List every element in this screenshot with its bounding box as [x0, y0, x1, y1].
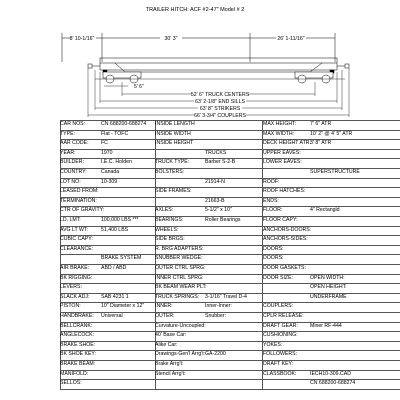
- dim-small: 5' 6": [134, 84, 144, 90]
- field-label: DECK HEIGHT ATR:: [263, 140, 311, 147]
- field-value: Roller Bearings: [205, 217, 241, 223]
- field-value: SUPERSTRUCTURE: [310, 169, 360, 175]
- table-row: [60, 370, 400, 379]
- field-label: CPLR RELEASE:: [263, 313, 304, 319]
- field-label: FOLLOWERS:: [263, 351, 298, 358]
- field-value: 1970: [101, 149, 113, 156]
- field-label: ANCHORS-SIDES:: [263, 236, 308, 243]
- field-label: SLACK ADJ:: [60, 293, 90, 300]
- field-label: ANCHORS-DOORS:: [263, 226, 312, 233]
- field-label: COUNTRY:: [60, 169, 87, 175]
- field-value: GA-2200: [205, 351, 226, 358]
- car-elevation-drawing: [0, 0, 400, 118]
- table-row: [60, 139, 400, 148]
- field-label: 40' Base Car:: [155, 332, 187, 339]
- field-label: AXLES:: [155, 207, 174, 214]
- field-label: MANIFOLD:: [60, 370, 89, 377]
- field-label: Stencil Arrg't:: [155, 370, 186, 377]
- field-value: UNDERFRAME: [310, 293, 347, 300]
- field-label: SELLOS:: [60, 380, 82, 387]
- field-label: WHEELS:: [155, 226, 179, 233]
- field-value: ABD / ABD: [101, 265, 127, 271]
- table-row: [60, 264, 400, 273]
- table-row: [60, 216, 400, 225]
- field-label: BELLCRANK:: [60, 322, 93, 329]
- table-row: [60, 322, 400, 331]
- table-row: [60, 245, 400, 254]
- field-value: 100,000 LBS ***: [101, 217, 139, 223]
- field-label: ENDS:: [263, 197, 279, 204]
- field-value: Flat - TOFC: [101, 130, 129, 137]
- field-label: LOT NO:: [60, 178, 81, 185]
- field-value: 10-309: [101, 178, 118, 185]
- table-row: [60, 149, 400, 158]
- field-label: DOOR SIZE:: [263, 274, 293, 281]
- spec-table: [0, 120, 400, 400]
- field-label: AIR BRAKE:: [60, 265, 90, 271]
- field-label: FLOOR CAPY:: [263, 217, 298, 223]
- field-label: INSIDE HEIGHT: [155, 140, 194, 147]
- field-label: DOOR GASKETS:: [263, 265, 306, 271]
- field-value: Barber S-2-B: [205, 159, 236, 166]
- table-row: [60, 226, 400, 235]
- field-label: Curvature-Uncoupled:: [155, 322, 206, 329]
- field-label: SIDE BRGS:: [155, 236, 185, 243]
- field-value: 3' 8" ATR: [310, 140, 332, 147]
- field-label: OUTER CTRL SPRG:: [155, 265, 206, 271]
- field-label: BK SHOE KEY:: [60, 351, 97, 358]
- field-value: IECH10-309.CAD: [310, 370, 351, 377]
- field-value: 5-1/2" x 10": [205, 207, 232, 214]
- field-value: Miner RF-444: [310, 322, 342, 329]
- field-label: CLEARANCE:: [60, 245, 94, 252]
- field-label: ANGLECOCK:: [60, 332, 95, 339]
- field-value: 7' 6" ATR: [310, 121, 332, 127]
- field-value: 21663-B: [205, 197, 225, 204]
- dim-top-left: 8' 10-1/16": [69, 36, 95, 42]
- field-label: LD. LMT:: [60, 217, 81, 223]
- dim-strikers: 63' 8" STRIKERS: [199, 106, 241, 112]
- field-label: PISTON:: [60, 303, 81, 310]
- table-rule: [60, 389, 400, 390]
- field-value: SAB 4231 1: [101, 293, 129, 300]
- field-value: OPEN HEIGHT:: [310, 284, 347, 291]
- field-label: Alike Car:: [155, 341, 178, 348]
- field-label: LOWER EAVES:: [263, 159, 302, 166]
- field-label: AAR CODE:: [60, 140, 89, 147]
- field-label: INSIDE LENGTH: [155, 121, 195, 127]
- field-label: DOORS:: [263, 245, 284, 252]
- field-label: FLOOR:: [263, 207, 283, 214]
- dim-truck-centers: 52' 6" TRUCK CENTERS: [190, 92, 250, 98]
- field-label: INNER:: [155, 303, 173, 310]
- field-label: ROOF HATCHES:: [263, 188, 306, 195]
- field-value: 51,400 LBS: [101, 226, 129, 233]
- field-label: DRAFT KEY:: [263, 361, 294, 367]
- field-value: BRAKE SYSTEM: [101, 255, 142, 262]
- field-value: I.E.C. Holden: [101, 159, 132, 166]
- table-row: [60, 187, 400, 196]
- field-label: COUPLERS:: [263, 303, 293, 310]
- field-value: Snubber:: [205, 313, 227, 319]
- table-row: [60, 283, 400, 292]
- field-value: Universal: [101, 313, 123, 319]
- field-label: BOLSTERS:: [155, 169, 185, 175]
- field-label: INSIDE WIDTH: [155, 130, 191, 137]
- table-row: [60, 120, 400, 129]
- table-row: [60, 197, 400, 206]
- field-label: DOORS:: [263, 255, 284, 262]
- field-label: INNER CTRL SPRG:: [155, 274, 204, 281]
- field-label: BRAKE BEAM:: [60, 361, 96, 367]
- field-label: TERMINATION:: [60, 197, 97, 204]
- field-label: YEAR:: [60, 149, 76, 156]
- field-label: Drawings-Gen'l Arrg't:: [155, 351, 206, 358]
- field-value: CN 688200-688274: [101, 121, 147, 127]
- field-label: BUILDER:: [60, 159, 84, 166]
- field-label: CUSHIONING:: [263, 332, 298, 339]
- truck-left: [103, 72, 141, 83]
- table-row: [60, 379, 400, 388]
- table-row: [60, 350, 400, 359]
- table-row: [60, 235, 400, 244]
- dim-top-mid: 30' 3": [164, 36, 178, 42]
- field-label: SIDE FRAMES:: [155, 188, 192, 195]
- table-row: [60, 168, 400, 177]
- field-label: DRAFT GEAR:: [263, 322, 298, 329]
- field-value: 3-1/16" Travel D-4: [205, 293, 247, 300]
- table-row: [60, 312, 400, 321]
- field-label: TRUCK TYPE:: [155, 159, 190, 166]
- field-value: 21914-N: [205, 178, 225, 185]
- field-value: FC: [101, 140, 108, 147]
- field-label: SNUBBER WEDGE:: [155, 255, 203, 262]
- table-row: [60, 178, 400, 187]
- field-value: TRUCKS: [205, 149, 227, 156]
- table-row: [60, 158, 400, 167]
- truck-right: [295, 72, 333, 83]
- field-label: BK RIGGING:: [60, 274, 93, 281]
- field-label: CTR OF GRAVITY:: [60, 207, 105, 214]
- drawing-title: TRAILER HITCH: ACF #2-47" Model # 2: [145, 7, 245, 13]
- field-label: LEASED FROM:: [60, 188, 99, 195]
- field-label: TRUCK SPRINGS:: [155, 293, 200, 300]
- table-row: [60, 130, 400, 139]
- field-label: LEVERS:: [60, 284, 82, 291]
- field-value: 10' 2" @ 4' 5" ATR: [310, 130, 353, 137]
- field-label: MAX WIDTH:: [263, 130, 295, 137]
- field-value: 4" Rectangld: [310, 207, 340, 214]
- table-row: [60, 274, 400, 283]
- dim-end-sills: 63' 2-1/8" END SILLS: [195, 99, 245, 105]
- field-label: BRAKE SHOE:: [60, 341, 96, 348]
- dim-couplers: 66' 3-3/4" COUPLERS: [194, 113, 246, 118]
- field-label: AVG LT WT:: [60, 226, 88, 233]
- field-label: OUTER:: [155, 313, 175, 319]
- table-row: [60, 331, 400, 340]
- table-row: [60, 341, 400, 350]
- field-label: BK BEAM WEAR PLT:: [155, 284, 207, 291]
- field-label: ROOF:: [263, 178, 280, 185]
- field-label: CUBIC CAPY:: [60, 236, 93, 243]
- field-label: YOKES:: [263, 341, 283, 348]
- field-label: TYPE:: [60, 130, 75, 137]
- field-label: BEARINGS:: [155, 217, 184, 223]
- field-value: Canada: [101, 169, 120, 175]
- field-value: CN 688200-688274: [310, 380, 356, 387]
- field-value: Inner-Inner:: [205, 303, 232, 310]
- field-value: 10" Diameter x 12": [101, 303, 145, 310]
- table-row: [60, 360, 400, 369]
- field-value: OPEN WIDTH:: [310, 274, 345, 281]
- table-row: [60, 302, 400, 311]
- dim-top-right: 26' 1-11/16": [277, 36, 305, 42]
- field-label: UPPER EAVES:: [263, 149, 301, 156]
- field-label: Brake Arrg't:: [155, 361, 184, 367]
- field-label: HANDBRAKE:: [60, 313, 94, 319]
- field-label: CAR NOS:: [60, 121, 86, 127]
- field-label: MAX HEIGHT:: [263, 121, 297, 127]
- field-label: R. BRG ADAPTERS:: [155, 245, 204, 252]
- table-row: [60, 254, 400, 263]
- flatcar-body: [88, 58, 349, 73]
- field-label: CLASSBOOK:: [263, 370, 297, 377]
- table-row: [60, 206, 400, 215]
- table-row: [60, 293, 400, 302]
